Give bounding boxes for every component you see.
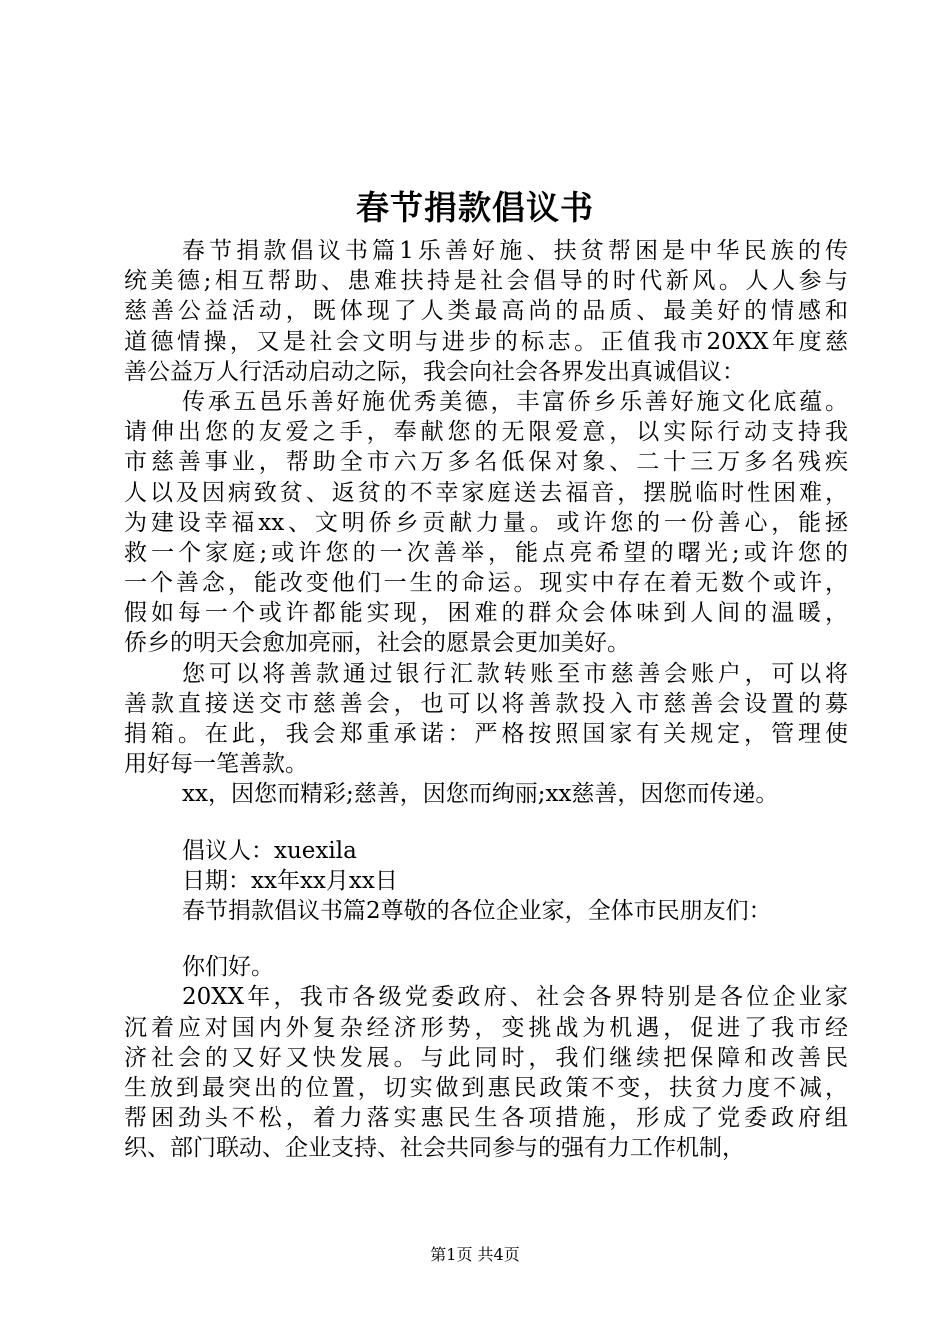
document-title: 春节捐款倡议书	[356, 188, 594, 227]
signer-line: 倡议人：xuexila	[182, 837, 357, 864]
body-line: 救一个家庭;或许您的一次善举，能点亮希望的曙光;或许您的	[124, 539, 848, 566]
body-line: 用好每一笔善款。	[124, 751, 308, 778]
body-line: 善款直接送交市慈善会，也可以将善款投入市慈善会设置的募	[124, 690, 848, 717]
body-line: 您可以将善款通过银行汇款转账至市慈善会账户，可以将	[182, 660, 848, 687]
body-line: 帮困劲头不松，着力落实惠民生各项措施，形成了党委政府组	[124, 1105, 848, 1132]
body-line: 沉着应对国内外复杂经济形势，变挑战为机遇，促进了我市经	[124, 1014, 848, 1041]
body-line: 捐箱。在此，我会郑重承诺：严格按照国家有关规定，管理使	[124, 721, 848, 747]
body-line: 统美德;相互帮助、患难扶持是社会倡导的时代新风。人人参与	[124, 268, 848, 295]
body-line: 假如每一个或许都能实现，困难的群众会体味到人间的温暖，	[124, 600, 848, 627]
body-line: 春节捐款倡议书篇1乐善好施、扶贫帮困是中华民族的传	[182, 238, 848, 264]
document-body	[124, 236, 848, 1163]
body-line: 传承五邑乐善好施优秀美德，丰富侨乡乐善好施文化底蕴。	[182, 388, 848, 415]
greeting-line: 你们好。	[182, 954, 274, 981]
body-line: 侨乡的明天会愈加亮丽，社会的愿景会更加美好。	[124, 630, 630, 657]
body-line: 生放到最突出的位置，切实做到惠民政策不变，扶贫力度不减，	[124, 1074, 848, 1101]
body-line: 20XX年，我市各级党委政府、社会各界特别是各位企业家	[182, 984, 848, 1011]
body-line: 春节捐款倡议书篇2尊敬的各位企业家，全体市民朋友们：	[182, 897, 772, 924]
body-line: 慈善公益活动，既体现了人类最高尚的品质、最美好的情感和	[124, 298, 848, 325]
date-line: 日期：xx年xx月xx日	[182, 867, 398, 894]
body-line: 人以及因病致贫、返贫的不幸家庭送去福音，摆脱临时性困难，	[124, 479, 848, 506]
body-line: 善公益万人行活动启动之际，我会向社会各界发出真诚倡议：	[124, 358, 745, 385]
body-line: 道德情操，又是社会文明与进步的标志。正值我市20XX年度慈	[124, 328, 848, 355]
blank-line	[124, 926, 848, 952]
body-line: 市慈善事业，帮助全市六万多名低保对象、二十三万多名残疾	[124, 449, 848, 476]
body-line: 济社会的又好又快发展。与此同时，我们继续把保障和改善民	[124, 1044, 848, 1071]
body-line: 为建设幸福xx、文明侨乡贡献力量。或许您的一份善心，能拯	[124, 509, 848, 536]
body-line: xx，因您而精彩;慈善，因您而绚丽;xx慈善，因您而传递。	[182, 781, 779, 808]
page-number: 第1页 共4页	[430, 1245, 520, 1264]
body-line: 织、部门联动、企业支持、社会共同参与的强有力工作机制，	[124, 1135, 745, 1162]
body-line: 请伸出您的友爱之手，奉献您的无限爱意，以实际行动支持我	[124, 419, 848, 446]
body-line: 一个善念，能改变他们一生的命运。现实中存在着无数个或许，	[124, 570, 848, 597]
blank-line	[124, 810, 848, 836]
